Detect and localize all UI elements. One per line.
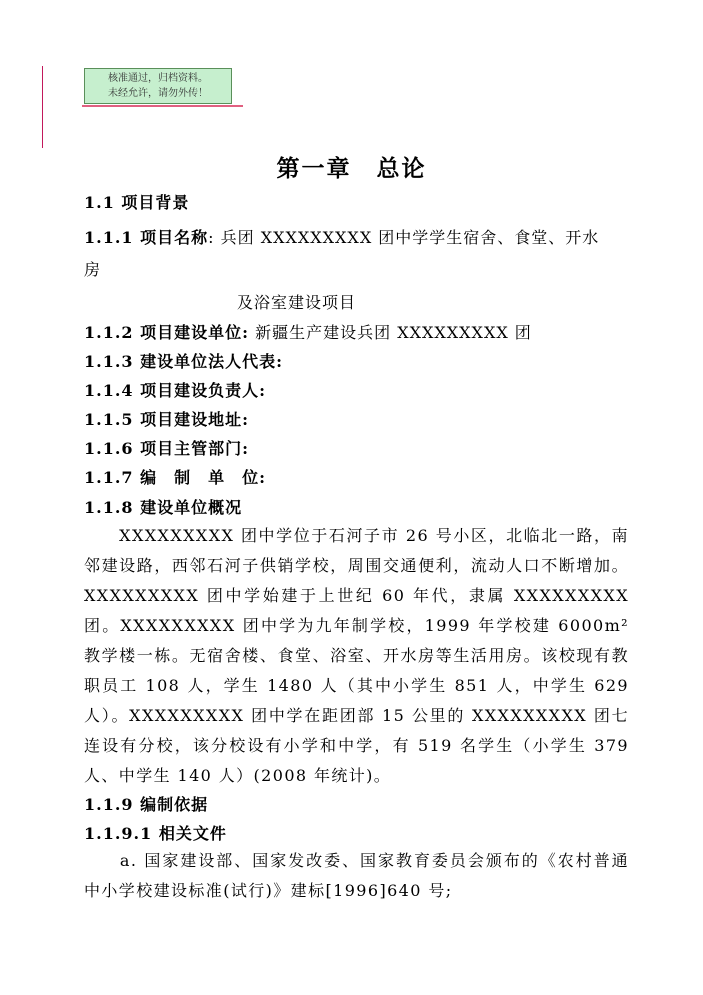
section-1-1-6: 1.1.6 项目主管部门:	[84, 439, 250, 458]
project-name-continued: 及浴室建设项目	[237, 293, 357, 312]
section-1-1-4: 1.1.4 项目建设负责人:	[84, 381, 267, 400]
section-1-1: 1.1 项目背景	[84, 193, 190, 212]
section-1-1-1	[84, 225, 599, 248]
section-1-1-3: 1.1.3 建设单位法人代表:	[84, 352, 284, 371]
section-1-1-7: 1.1.7 编 制 单 位:	[84, 468, 267, 487]
construction-unit-value: 新疆生产建设兵团 XXXXXXXXX 团	[249, 323, 532, 342]
margin-line	[42, 66, 43, 148]
stamp-line-2: 未经允许，请勿外传！	[108, 88, 208, 99]
construction-unit-label: 1.1.2 项目建设单位:	[84, 323, 250, 342]
chapter-title: 第一章 总论	[276, 155, 427, 182]
archive-stamp	[84, 68, 232, 104]
document-item-a: a. 国家建设部、国家发改委、国家教育委员会颁布的《农村普通中小学校建设标准(试行)》建标[1996]640 号;	[84, 851, 629, 900]
project-name-value: : 兵团 XXXXXXXXX 团中学学生宿舍、食堂、开水	[208, 228, 600, 247]
stamp-line-1: 核准通过，归档资料。	[108, 73, 208, 84]
section-1-1-2	[84, 320, 532, 343]
section-1-1-5: 1.1.5 项目建设地址:	[84, 410, 250, 429]
section-1-1-9: 1.1.9 编制依据	[84, 795, 209, 814]
section-1-1-8: 1.1.8 建设单位概况	[84, 498, 243, 517]
project-name-wrap: 房	[84, 260, 102, 279]
project-name-label: 1.1.1 项目名称	[84, 228, 209, 247]
section-1-1-9-1: 1.1.9.1 相关文件	[84, 824, 227, 843]
unit-overview-paragraph: XXXXXXXXX 团中学位于石河子市 26 号小区，北临北一路，南邻建设路，西邻石河子供销学校，周围交通便利，流动人口不断增加。XXXXXXXXX 团中学始建于上世纪 60 年代，隶属 XXXXXXXXX 团。XXXXXXXXX 团中学为九年制学校，1999 年学校建 6000m² 教学楼一栋。无宿舍楼、食堂、浴室、开水房等生活用房。该校现有教职员工 108 人，学生 1480 人（其中小学生 851 人，中学生 629 人）。XXXXXXXXX 团中学在距团部 15 公里的 XXXXXXXXX 团七连设有分校，该分校设有小学和中学，有 519 名学生（小学生 379 人、中学生 140 人）(2008 年统计)。	[84, 526, 629, 785]
stamp-underline	[82, 105, 243, 107]
